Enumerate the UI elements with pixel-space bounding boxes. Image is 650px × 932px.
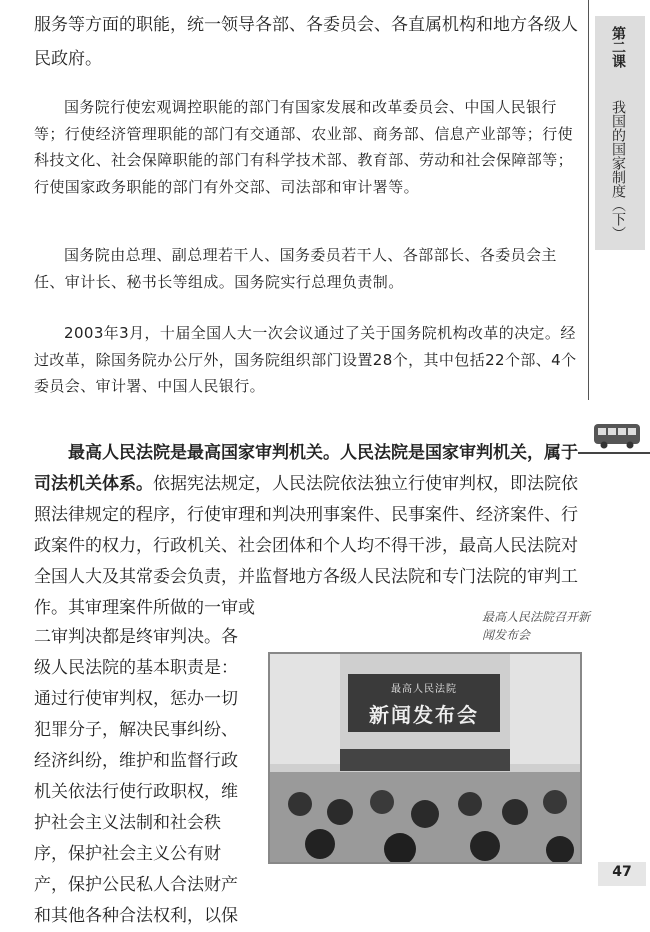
paragraph-court-duties: 二审判决都是终审判决。各级人民法院的基本职责是：通过行使审判权，惩办一切犯罪分子，解决民事纠纷、经济纠纷，维护和监督行政机关依法行使行政职权，维护社会主义法制和社会秩序，保护社会主义公有财产，保护公民私人合法财产和其他各种合法权利，以保 <box>34 627 238 926</box>
paragraph-continuation: 服务等方面的职能，统一领导各部、各委员会、各直属机构和地方各级人民政府。 <box>34 15 578 69</box>
supreme-court-text: 依据宪法规定，人民法院依法独立行使审判权，即法院依照法律规定的程序，行使审理和判决刑事案件、民事案件、经济案件、行政案件的权力，行政机关、社会团体和个人均不得干涉，最高人民法院对全国人大及其常委会负责，并监督地方各级人民法院和专门法院的审判工作。其审理案件所做的一审或 <box>34 474 578 618</box>
sidebar-divider <box>588 0 589 400</box>
press-conference-photo <box>268 652 582 864</box>
paragraph-2003-reform: 2003年3月，十届全国人大一次会议通过了关于国务院机构改革的决定。经过改革，除国务院办公厅外，国务院组织部门设置28个，其中包括22个部、4个委员会、审计署、中国人民银行。 <box>34 324 577 395</box>
supreme-court-heading: 最高人民法院是最高国家审判机关。人民法院是国家审判机关，属于司法机关体系。 <box>34 443 578 494</box>
lesson-subtitle: 我国的国家制度（下） <box>610 100 626 240</box>
paragraph-state-council-departments: 国务院行使宏观调控职能的部门有国家发展和改革委员会、中国人民银行等；行使经济管理职能的部门有交通部、农业部、商务部、信息产业部等；行使科技文化、社会保障职能的部门有科学技术部、教育部、劳动和社会保障部等；行使国家政务职能的部门有外交部、司法部和审计署等。 <box>34 98 574 196</box>
photo-caption: 最高人民法院召开新闻发布会 <box>482 610 591 642</box>
photo-banner <box>348 674 500 732</box>
paragraph-state-council-composition: 国务院由总理、副总理若干人、国务委员若干人、各部部长、各委员会主任、审计长、秘书长等组成。国务院实行总理负责制。 <box>34 246 557 291</box>
paragraph-supreme-court <box>34 438 582 624</box>
section-rule <box>578 452 650 454</box>
page-number: 47 <box>612 864 632 880</box>
banner-title: 新闻发布会 <box>369 703 479 727</box>
lesson-number: 第二课 <box>610 26 626 68</box>
banner-court-name: 最高人民法院 <box>391 684 457 695</box>
bus-icon <box>592 420 642 450</box>
